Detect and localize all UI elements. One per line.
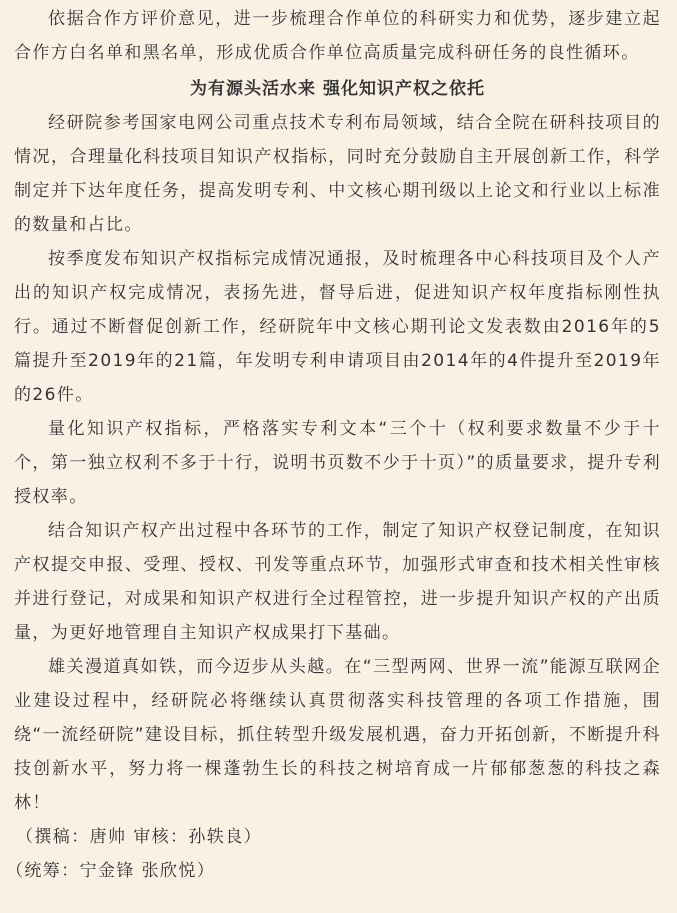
body-paragraph-3: 量化知识产权指标，严格落实专利文本“三个十（权利要求数量不少于十个，第一独立权利不多于十行，说明书页数不少于十页）”的质量要求，提升专利授权率。 [14,419,661,507]
article-page [0,2,677,913]
body-paragraph-1: 经研院参考国家电网公司重点技术专利布局领域，结合全院在研科技项目的情况，合理量化科技项目知识产权指标，同时充分鼓励自主开展创新工作，科学制定并下达年度任务，提高发明专利、中文核心期刊级以上论文和行业以上标准的数量和占比。 [14,113,661,235]
intro-paragraph: 依据合作方评价意见，进一步梳理合作单位的科研实力和优势，逐步建立起合作方白名单和黑名单，形成优质合作单位高质量完成科研任务的良性循环。 [14,9,661,63]
author-credits: （撰稿：唐帅 审核：孙轶良） [16,827,263,847]
body-paragraph-4: 结合知识产权产出过程中各环节的工作，制定了知识产权登记制度，在知识产权提交申报、受理、授权、刊发等重点环节，加强形式审查和技术相关性审核并进行登记，对成果和知识产权进行全过程管控，进一步提升知识产权的产出质量，为更好地管理自主知识产权成果打下基础。 [14,521,661,643]
body-paragraph-5: 雄关漫道真如铁，而今迈步从头越。在“三型两网、世界一流”能源互联网企业建设过程中，经研院必将继续认真贯彻落实科技管理的各项工作措施，围绕“一流经研院”建设目标，抓住转型升级发展机遇，奋力开拓创新，不断提升科技创新水平，努力将一棵蓬勃生长的科技之树培育成一片郁郁葱葱的科技之森林！ [14,657,661,813]
section-heading: 为有源头活水来 强化知识产权之依托 [190,79,485,99]
coordinator-credits: （统筹：宁金锋 张欣悦） [6,861,216,881]
body-paragraph-2: 按季度发布知识产权指标完成情况通报，及时梳理各中心科技项目及个人产出的知识产权完成情况，表扬先进，督导后进，促进知识产权年度指标刚性执行。通过不断督促创新工作，经研院年中文核心期刊论文发表数由2016年的5篇提升至2019年的21篇，年发明专利申请项目由2014年的4件提升至2019年的26件。 [14,249,661,405]
